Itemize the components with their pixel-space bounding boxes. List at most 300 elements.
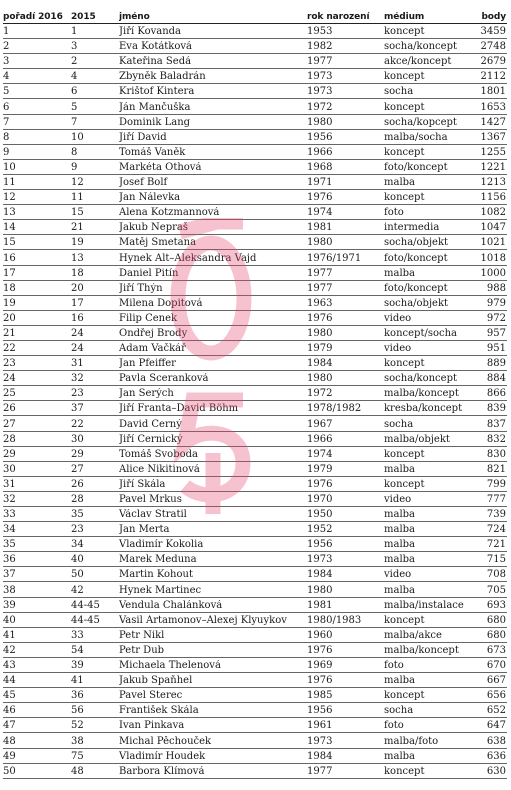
cell-rank: 7 [3,116,10,128]
cell-points: 680 [486,614,506,626]
cell-name: Jakub Špaňhel [119,675,193,687]
table-row [3,205,507,220]
cell-name: Jiří Skála [119,478,166,490]
cell-points: 1213 [480,177,506,189]
cell-prev-rank: 75 [71,750,84,762]
cell-name: Hynek Alt–Aleksandra Vajd [119,252,257,264]
cell-name: Jiří Franta–David Böhm [119,403,239,415]
cell-birth-year: 1972 [307,101,333,113]
cell-medium: koncept [384,192,425,204]
cell-prev-rank: 2 [71,56,78,68]
cell-points: 667 [486,675,506,687]
cell-prev-rank: 6 [71,86,78,98]
cell-medium: malba/objekt [384,433,450,445]
cell-birth-year: 1976 [307,675,333,687]
cell-prev-rank: 12 [71,177,84,189]
cell-name: Barbora Klímová [119,765,205,777]
cell-name: František Skála [119,705,199,717]
cell-name: Vladimír Kokolia [119,539,204,551]
cell-birth-year: 1984 [307,750,333,762]
cell-points: 739 [486,509,506,521]
cell-prev-rank: 50 [71,569,84,581]
cell-prev-rank: 54 [71,644,84,656]
cell-points: 1021 [480,237,506,249]
table-row [3,39,507,54]
cell-prev-rank: 44-45 [71,614,100,626]
cell-birth-year: 1972 [307,388,333,400]
cell-birth-year: 1980/1983 [307,614,362,626]
cell-birth-year: 1966 [307,146,333,158]
cell-rank: 15 [3,237,16,249]
cell-medium: koncept [384,448,425,460]
cell-medium: malba [384,267,416,279]
cell-points: 1427 [480,116,506,128]
cell-medium: foto/koncept [384,161,448,173]
cell-name: Daniel Pitín [119,267,179,279]
cell-birth-year: 1980 [307,327,333,339]
table-row [3,567,507,582]
cell-name: Petr Nikl [119,629,165,641]
cell-medium: koncept [384,71,425,83]
table-row [3,190,507,205]
cell-rank: 45 [3,690,16,702]
cell-rank: 2 [3,41,10,53]
cell-medium: foto [384,720,404,732]
table-row [3,54,507,69]
cell-medium: video [384,494,412,505]
cell-name: David Černý [119,418,182,430]
cell-points: 724 [486,524,506,536]
cell-name: Jan Nálevka [119,192,181,204]
cell-name: Kateřina Šedá [119,56,192,68]
cell-name: Markéta Othová [119,161,202,173]
cell-prev-rank: 11 [71,192,84,204]
cell-name: Dominik Lang [119,116,191,128]
cell-birth-year: 1979 [307,463,333,475]
cell-medium: koncept [384,146,425,158]
cell-rank: 4 [3,71,10,83]
table-row [3,160,507,175]
cell-prev-rank: 18 [71,267,84,279]
cell-name: Jiří Kovanda [119,26,182,38]
cell-rank: 33 [3,509,16,521]
cell-prev-rank: 23 [71,524,84,536]
cell-medium: malba/foto [384,735,439,747]
cell-medium: malba/instalace [384,599,464,611]
cell-points: 799 [486,478,506,490]
cell-rank: 16 [3,252,16,264]
cell-birth-year: 1978/1982 [307,403,362,415]
cell-name: Josef Bolf [119,177,168,189]
cell-medium: socha [384,418,414,430]
cell-rank: 17 [3,267,16,279]
table-row [3,326,507,341]
cell-birth-year: 1950 [307,509,333,521]
cell-prev-rank: 56 [71,705,84,717]
cell-points: 830 [486,448,506,460]
ranking-table [3,8,507,779]
cell-points: 2112 [480,71,506,83]
cell-birth-year: 1974 [307,448,333,460]
cell-birth-year: 1956 [307,131,333,143]
cell-birth-year: 1980 [307,584,333,596]
cell-birth-year: 1980 [307,237,333,249]
cell-rank: 6 [3,101,10,113]
cell-prev-rank: 13 [71,252,84,264]
cell-birth-year: 1977 [307,282,333,294]
table-row [3,24,507,39]
cell-prev-rank: 39 [71,660,84,672]
cell-birth-year: 1984 [307,358,333,370]
cell-points: 1018 [480,252,506,264]
cell-medium: koncept [384,101,425,113]
cell-prev-rank: 35 [71,509,84,521]
cell-prev-rank: 1 [71,26,78,38]
cell-name: Krištof Kintera [119,86,195,98]
table-row [3,220,507,235]
cell-prev-rank: 28 [71,494,84,505]
cell-points: 1047 [480,222,506,234]
cell-medium: malba [384,539,416,551]
cell-rank: 39 [3,599,16,611]
table-row [3,371,507,386]
cell-name: Ján Mančuška [119,101,191,113]
cell-points: 652 [486,705,506,717]
cell-points: 2679 [480,56,506,68]
cell-medium: malba/akce [384,629,442,641]
cell-rank: 23 [3,358,16,370]
cell-points: 1801 [480,86,506,98]
cell-rank: 22 [3,343,16,355]
cell-prev-rank: 31 [71,358,84,370]
cell-points: 708 [486,569,506,581]
cell-prev-rank: 34 [71,539,84,551]
cell-rank: 50 [3,765,16,777]
table-row [3,447,507,462]
cell-prev-rank: 4 [71,71,78,83]
cell-points: 957 [486,327,506,339]
cell-name: Tomáš Svoboda [119,448,198,460]
header-rank: pořadí 2016 [3,12,63,22]
cell-birth-year: 1960 [307,629,333,641]
cell-medium: malba [384,554,416,566]
cell-rank: 24 [3,373,16,385]
cell-birth-year: 1973 [307,86,333,98]
table-row [3,356,507,371]
cell-prev-rank: 15 [71,207,84,219]
table-row [3,749,507,764]
cell-medium: socha/koncept [384,373,457,385]
cell-points: 673 [486,644,506,656]
table-row [3,250,507,265]
cell-points: 680 [486,629,506,641]
cell-rank: 40 [3,614,16,626]
cell-medium: malba/koncept [384,644,459,656]
header-birth-year: rok narození [307,12,370,22]
cell-birth-year: 1981 [307,222,333,234]
cell-medium: foto/koncept [384,282,448,294]
cell-points: 889 [486,358,506,370]
cell-points: 866 [486,388,506,400]
cell-medium: socha/kopcept [384,116,457,128]
table-row [3,130,507,145]
cell-points: 821 [486,463,506,475]
cell-birth-year: 1969 [307,660,333,672]
cell-medium: koncept [384,614,425,626]
cell-birth-year: 1979 [307,343,333,355]
cell-name: Tomáš Vaněk [119,146,186,158]
cell-prev-rank: 23 [71,388,84,400]
cell-points: 951 [486,343,506,355]
cell-points: 1653 [480,101,506,113]
cell-points: 715 [486,554,506,566]
cell-points: 656 [486,690,506,702]
cell-medium: socha [384,86,414,98]
cell-name: Jan Merta [119,524,170,536]
cell-medium: intermedia [384,222,440,234]
cell-rank: 48 [3,735,16,747]
cell-name: Jan Pfeiffer [119,358,176,370]
cell-prev-rank: 8 [71,146,78,158]
cell-name: Filip Cenek [119,312,178,324]
cell-rank: 36 [3,554,16,566]
cell-medium: malba/koncept [384,388,459,400]
cell-points: 979 [486,297,506,309]
table-row [3,477,507,492]
cell-birth-year: 1966 [307,433,333,445]
table-row [3,628,507,643]
cell-birth-year: 1971 [307,177,333,189]
table-row [3,401,507,416]
header-prev-rank: 2015 [71,12,96,22]
cell-medium: malba [384,509,416,521]
cell-rank: 31 [3,478,16,490]
table-row [3,69,507,84]
cell-rank: 19 [3,297,16,309]
cell-name: Zbyněk Baladrán [119,71,206,83]
cell-birth-year: 1976/1971 [307,252,362,264]
cell-rank: 3 [3,56,10,68]
table-row [3,552,507,567]
cell-prev-rank: 16 [71,312,84,324]
table-row [3,145,507,160]
table-row [3,492,507,507]
cell-medium: video [384,343,412,355]
cell-name: Adam Vačkář [119,343,186,355]
cell-medium: malba [384,524,416,536]
cell-rank: 9 [3,146,10,158]
cell-prev-rank: 36 [71,690,84,702]
table-row [3,688,507,703]
cell-points: 832 [486,433,506,445]
cell-points: 647 [486,720,506,732]
cell-rank: 34 [3,524,16,536]
table-row [3,115,507,130]
cell-birth-year: 1976 [307,478,333,490]
cell-medium: video [384,569,412,581]
table-row [3,764,507,779]
table-row [3,658,507,673]
cell-points: 2748 [480,41,506,53]
cell-rank: 44 [3,675,16,687]
cell-medium: kresba/koncept [384,403,463,415]
cell-medium: socha [384,705,414,717]
cell-name: Jan Šerých [119,388,174,400]
cell-birth-year: 1976 [307,644,333,656]
table-row [3,266,507,281]
cell-name: Ondřej Brody [119,327,188,339]
table-row [3,386,507,401]
cell-rank: 28 [3,433,16,445]
cell-medium: koncept [384,26,425,38]
cell-prev-rank: 27 [71,463,84,475]
table-row [3,733,507,748]
cell-name: Jakub Nepraš [119,222,188,234]
cell-prev-rank: 5 [71,101,78,113]
cell-rank: 5 [3,86,10,98]
cell-points: 1082 [480,207,506,219]
cell-points: 1367 [480,131,506,143]
table-body [3,24,507,779]
cell-prev-rank: 26 [71,478,84,490]
cell-name: Michaela Thelenová [119,660,221,672]
cell-medium: video [384,312,412,324]
cell-points: 1156 [480,192,506,204]
cell-prev-rank: 48 [71,765,84,777]
cell-name: Pavel Sterec [119,690,183,702]
table-header [3,8,507,24]
cell-points: 884 [486,373,506,385]
cell-prev-rank: 19 [71,237,84,249]
table-row [3,341,507,356]
cell-name: Jiří Thýn [119,282,163,294]
cell-name: Marek Meduna [119,554,197,566]
table-row [3,718,507,733]
cell-medium: socha/objekt [384,297,449,309]
cell-medium: foto [384,660,404,672]
cell-name: Pavla Sceranková [119,373,209,385]
cell-prev-rank: 38 [71,735,84,747]
cell-birth-year: 1984 [307,569,333,581]
header-points: body [481,12,506,22]
table-row [3,643,507,658]
cell-medium: akce/koncept [384,56,452,68]
cell-name: Alena Kotzmannová [119,207,220,219]
cell-rank: 12 [3,192,16,204]
cell-rank: 49 [3,750,16,762]
table-row [3,673,507,688]
cell-rank: 29 [3,448,16,460]
cell-name: Jiří David [119,131,167,143]
cell-points: 721 [486,539,506,551]
header-name: jméno [119,12,150,22]
cell-birth-year: 1976 [307,312,333,324]
cell-rank: 20 [3,312,16,324]
table-row [3,84,507,99]
cell-points: 777 [486,494,506,505]
cell-medium: socha/koncept [384,41,457,53]
cell-name: Vladimír Houdek [119,750,206,762]
cell-prev-rank: 40 [71,554,84,566]
cell-prev-rank: 20 [71,282,84,294]
table-row [3,235,507,250]
cell-prev-rank: 29 [71,448,84,460]
cell-prev-rank: 41 [71,675,84,687]
cell-birth-year: 1973 [307,735,333,747]
cell-prev-rank: 37 [71,403,84,415]
cell-rank: 25 [3,388,16,400]
cell-rank: 38 [3,584,16,596]
cell-birth-year: 1968 [307,161,333,173]
cell-birth-year: 1973 [307,554,333,566]
cell-birth-year: 1967 [307,418,333,430]
cell-points: 988 [486,282,506,294]
table-row [3,99,507,114]
cell-medium: koncept [384,478,425,490]
cell-medium: malba [384,463,416,475]
cell-points: 693 [486,599,506,611]
cell-birth-year: 1981 [307,599,333,611]
cell-birth-year: 1977 [307,56,333,68]
cell-birth-year: 1956 [307,705,333,717]
cell-birth-year: 1963 [307,297,333,309]
cell-birth-year: 1977 [307,267,333,279]
cell-points: 630 [486,765,506,777]
cell-rank: 30 [3,463,16,475]
table-row [3,311,507,326]
cell-medium: malba [384,675,416,687]
cell-rank: 37 [3,569,16,581]
table-row [3,703,507,718]
cell-prev-rank: 24 [71,327,84,339]
cell-medium: koncept [384,690,425,702]
cell-rank: 18 [3,282,16,294]
cell-prev-rank: 22 [71,418,84,430]
cell-rank: 47 [3,720,16,732]
cell-medium: foto [384,207,404,219]
cell-rank: 10 [3,161,16,173]
header-medium: médium [384,12,425,22]
cell-birth-year: 1956 [307,539,333,551]
cell-name: Eva Kotátková [119,41,193,53]
cell-name: Vasil Artamonov–Alexej Klyuykov [119,614,287,626]
cell-birth-year: 1961 [307,720,333,732]
table-row [3,462,507,477]
cell-birth-year: 1980 [307,116,333,128]
cell-prev-rank: 42 [71,584,84,596]
table-row [3,296,507,311]
cell-prev-rank: 3 [71,41,78,53]
cell-points: 1000 [480,267,506,279]
cell-prev-rank: 30 [71,433,84,445]
cell-name: Ivan Pinkava [119,720,185,732]
cell-rank: 41 [3,629,16,641]
cell-rank: 35 [3,539,16,551]
cell-prev-rank: 21 [71,222,84,234]
cell-prev-rank: 7 [71,116,78,128]
table-row [3,416,507,431]
table-row [3,281,507,296]
cell-medium: malba/socha [384,131,448,143]
cell-prev-rank: 33 [71,629,84,641]
cell-name: Jiří Černický [119,433,183,445]
cell-prev-rank: 9 [71,161,78,173]
cell-name: Martin Kohout [119,569,193,581]
table-row [3,613,507,628]
cell-medium: socha/objekt [384,237,449,249]
cell-points: 670 [486,660,506,672]
cell-points: 837 [486,418,506,430]
